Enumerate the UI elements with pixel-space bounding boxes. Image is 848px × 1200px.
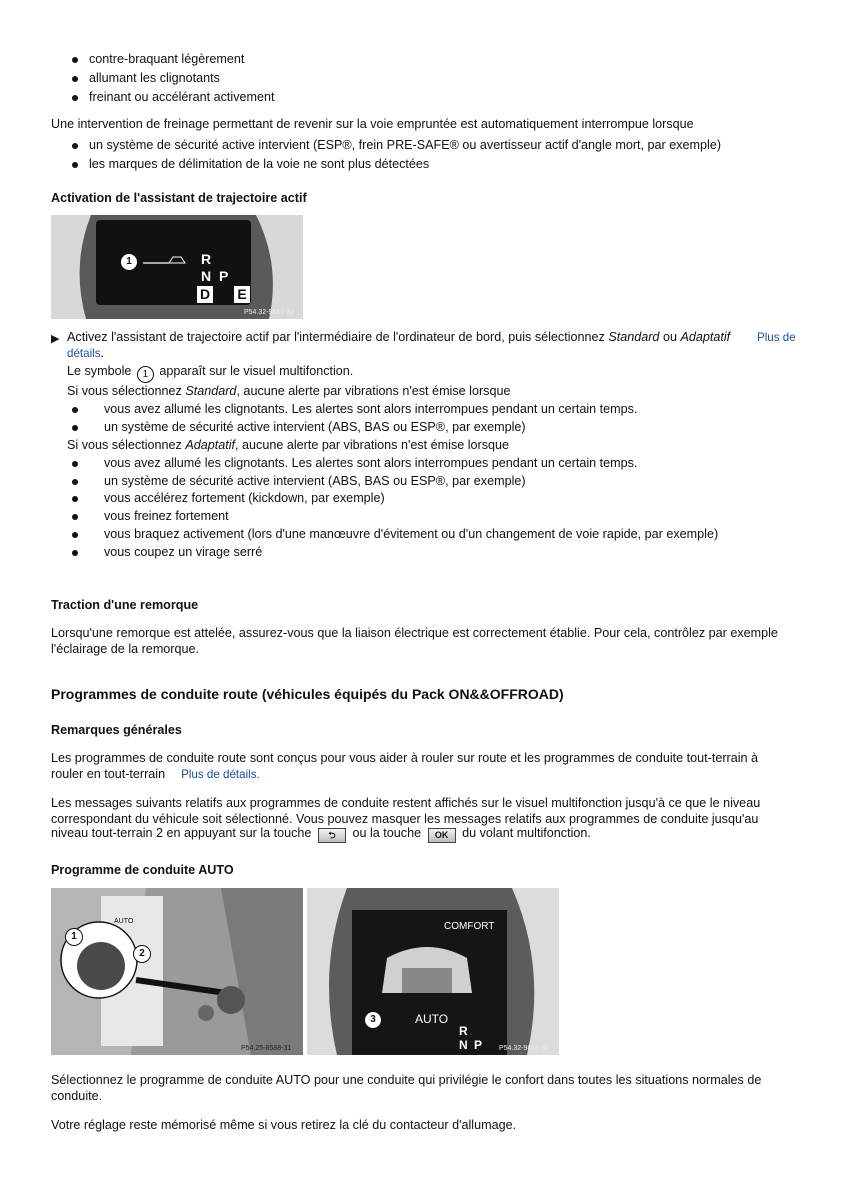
gear-r-label: R: [201, 251, 212, 267]
callout-1: 1: [120, 253, 138, 271]
auto-label: AUTO: [114, 918, 134, 925]
standard-line: Si vous sélectionnez Standard, aucune alerte par vibrations n'est émise lorsque: [67, 384, 511, 398]
details-link-continued[interactable]: détails: [67, 347, 101, 360]
heading-auto: Programme de conduite AUTO: [51, 863, 234, 877]
gear-p-label: P: [474, 1038, 483, 1052]
callout-3: 3: [364, 1011, 382, 1029]
heading-programmes: Programmes de conduite route (véhicules équipés du Pack ON&&OFFROAD): [51, 686, 564, 702]
auto-label: AUTO: [415, 1012, 449, 1026]
paragraph-traction: Lorsqu'une remorque est attelée, assurez-vous que la liaison électrique est correctement établie. Pour cela, contrôlez par exemple: [51, 626, 778, 640]
figure-dashboard-activation: [51, 215, 303, 319]
gear-r-label: R: [459, 1024, 468, 1038]
figure-cluster-auto: [307, 888, 559, 1055]
heading-remarques: Remarques générales: [51, 723, 182, 737]
dashboard-illustration: [51, 215, 303, 319]
callout-2: 2: [133, 945, 151, 963]
comfort-label: COMFORT: [444, 921, 495, 932]
triangle-icon: ▶: [51, 333, 60, 345]
console-illustration: [51, 888, 303, 1055]
paragraph-intervention: Une intervention de freinage permettant de revenir sur la voie empruntée est automatiquement interrompue lorsque: [51, 117, 694, 131]
ok-key-icon: OK: [428, 828, 456, 843]
callout-symbol-icon: 1: [137, 366, 154, 383]
gear-d-label: D: [197, 286, 213, 303]
gear-n-label: N: [201, 268, 212, 284]
callout-1: 1: [65, 928, 83, 946]
heading-traction: Traction d'une remorque: [51, 598, 199, 612]
adaptatif-line: Si vous sélectionnez Adaptatif, aucune alerte par vibrations n'est émise lorsque: [67, 438, 510, 452]
paragraph-memo: Votre réglage reste mémorisé même si vous retirez la clé du contacteur d'allumage.: [51, 1118, 517, 1132]
back-key-icon: ⮌: [318, 828, 346, 843]
mode-e-label: E: [234, 286, 250, 303]
paragraph-messages: Les messages suivants relatifs aux programmes de conduite restent affichés sur le visuel multifonction jusqu'à ce que le niveau: [51, 796, 761, 810]
symbol-line: Le symbole 1 apparaît sur le visuel multifonction.: [67, 364, 353, 383]
details-link[interactable]: Plus de détails.: [181, 768, 260, 781]
paragraph-remarques: Les programmes de conduite route sont conçus pour vous aider à rouler sur route et les programmes de conduite tout-terrain à: [51, 751, 759, 765]
gear-n-label: N: [459, 1038, 468, 1052]
figure-center-console: [51, 888, 303, 1055]
gear-p-label: P: [219, 268, 229, 284]
details-link[interactable]: Plus de: [757, 331, 796, 344]
heading-activation: Activation de l'assistant de trajectoire actif: [51, 191, 307, 205]
figure-caption: P54.32-9813-31: [499, 1045, 550, 1052]
figure-caption: P54.32-9812-31: [244, 309, 295, 316]
cluster-illustration: [307, 888, 559, 1055]
figure-caption: P54.25-8588-31: [241, 1045, 292, 1052]
paragraph-auto: Sélectionnez le programme de conduite AUTO pour une conduite qui privilégie le confort dans toutes les situations normales de: [51, 1073, 762, 1087]
